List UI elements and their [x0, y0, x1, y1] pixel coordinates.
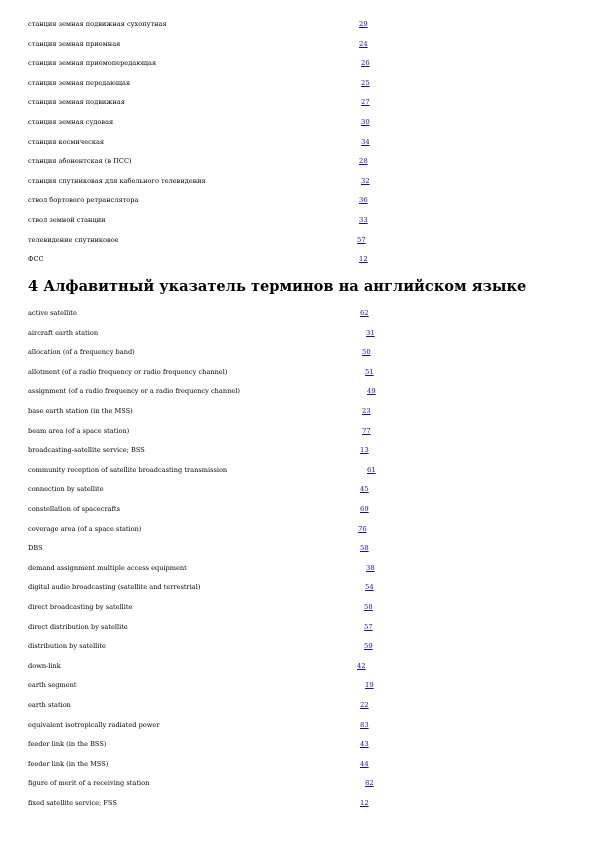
- index-term: allocation (of a frequency band): [28, 348, 135, 357]
- index-term: equivalent isotropically radiated power: [28, 720, 160, 729]
- index-term: coverage area (of a space station): [28, 524, 142, 533]
- page-number-link[interactable]: 59: [364, 642, 373, 651]
- page-number-link[interactable]: 23: [362, 407, 371, 415]
- page-number-link[interactable]: 62: [360, 309, 369, 317]
- index-term: connection by satellite: [28, 485, 104, 494]
- index-term: constellation of spacecrafts: [28, 505, 120, 513]
- page-number-link[interactable]: 43: [360, 740, 369, 749]
- index-entry: [28, 720, 428, 730]
- page-number-link[interactable]: 42: [357, 661, 366, 670]
- index-term: down-link: [28, 661, 61, 670]
- page-number-link[interactable]: 57: [364, 622, 373, 631]
- index-term: assignment (of a radio frequency or a radio frequency channel): [28, 387, 240, 396]
- index-entry: [28, 759, 428, 769]
- page-number-link[interactable]: 82: [365, 779, 374, 788]
- index-entry: [28, 661, 428, 671]
- index-term: active satellite: [28, 309, 77, 317]
- page-number-link[interactable]: 26: [361, 59, 370, 68]
- index-entry: [28, 328, 428, 338]
- index-entry: [28, 445, 428, 455]
- page-number-link[interactable]: 76: [358, 524, 367, 533]
- index-entry: [28, 465, 428, 475]
- index-term: fixed satellite service; FSS: [28, 799, 117, 807]
- index-entry: [28, 524, 428, 534]
- page-number-link[interactable]: 27: [361, 98, 370, 107]
- page-number-link[interactable]: 77: [362, 426, 371, 435]
- index-entry: [28, 58, 428, 68]
- index-entry: [28, 97, 428, 107]
- page-number-link[interactable]: 33: [359, 216, 368, 224]
- page-number-link[interactable]: 83: [360, 720, 369, 729]
- page-number-link[interactable]: 54: [365, 583, 374, 592]
- index-term: demand assignment multiple access equipment: [28, 563, 187, 572]
- page-number-link[interactable]: 61: [367, 465, 376, 474]
- page-number-link[interactable]: 24: [359, 39, 368, 48]
- index-entry: [28, 739, 428, 749]
- index-term: direct broadcasting by satellite: [28, 603, 133, 611]
- index-entry: [28, 235, 428, 245]
- page-number-link[interactable]: 51: [365, 367, 374, 376]
- index-term: base earth station (in the MSS): [28, 407, 133, 415]
- index-term: станция космическая: [28, 137, 105, 146]
- index-term: direct distribution by satellite: [28, 622, 128, 631]
- index-entry: [28, 484, 428, 494]
- index-term: community reception of satellite broadcasting transmission: [28, 465, 228, 474]
- page-number-link[interactable]: 45: [360, 485, 369, 494]
- page-number-link[interactable]: 30: [361, 118, 370, 126]
- index-entry: [28, 680, 428, 690]
- index-term: станция земная подвижная сухопутная: [28, 20, 167, 28]
- index-term: broadcasting-satellite service; BSS: [28, 446, 145, 455]
- index-term: ствол земной станции: [28, 216, 106, 224]
- index-entry: [28, 19, 428, 29]
- page-number-link[interactable]: 25: [361, 78, 370, 87]
- page-number-link[interactable]: 29: [359, 20, 368, 28]
- page-number-link[interactable]: 19: [365, 681, 374, 690]
- index-term: digital audio broadcasting (satellite and terrestrial): [28, 583, 201, 592]
- index-entry: [28, 778, 428, 788]
- page-number-link[interactable]: 12: [360, 799, 369, 807]
- section-heading: 4 Алфавитный указатель терминов на английском языке: [28, 278, 527, 295]
- index-term: станция земная приемопередающая: [28, 59, 157, 68]
- index-entry: [28, 347, 428, 357]
- page-number-link[interactable]: 50: [362, 348, 371, 357]
- page-number-link[interactable]: 13: [360, 446, 369, 455]
- index-entry: [28, 137, 428, 147]
- index-term: ствол бортового ретранслятора: [28, 196, 139, 205]
- page-number-link[interactable]: 22: [360, 701, 369, 709]
- index-term: allotment (of a radio frequency or radio frequency channel): [28, 367, 228, 376]
- page-number-link[interactable]: 57: [357, 235, 366, 244]
- page-number-link[interactable]: 28: [359, 157, 368, 166]
- index-entry: [28, 700, 428, 710]
- index-entry: [28, 117, 428, 127]
- index-entry: [28, 156, 428, 166]
- index-term: телевидение спутниковое: [28, 235, 119, 244]
- page-number-link[interactable]: 49: [367, 387, 376, 396]
- index-term: станция абонентская (в ПСС): [28, 157, 132, 166]
- index-term: earth segment: [28, 681, 77, 690]
- page-number-link[interactable]: 44: [360, 759, 369, 768]
- index-term: станция земная подвижная: [28, 98, 125, 107]
- index-term: beam area (of a space station): [28, 426, 130, 435]
- index-term: станция спутниковая для кабельного телевидения: [28, 176, 206, 185]
- index-entry: [28, 582, 428, 592]
- page-number-link[interactable]: 36: [359, 196, 368, 205]
- index-term: ФСС: [28, 255, 44, 264]
- index-entry: [28, 426, 428, 436]
- page-number-link[interactable]: 31: [366, 328, 375, 337]
- index-entry: [28, 176, 428, 186]
- page-number-link[interactable]: 58: [360, 544, 369, 553]
- index-term: distribution by satellite: [28, 642, 106, 651]
- index-entry: [28, 386, 428, 396]
- index-entry: [28, 254, 428, 264]
- index-entry: [28, 602, 428, 612]
- page-number-link[interactable]: 12: [359, 255, 368, 264]
- index-term: станция земная судовая: [28, 118, 114, 126]
- index-entry: [28, 798, 428, 808]
- index-entry: [28, 504, 428, 514]
- index-entry: [28, 215, 428, 225]
- index-entry: [28, 563, 428, 573]
- index-term: станция земная передающая: [28, 78, 131, 87]
- index-entry: [28, 367, 428, 377]
- index-entry: [28, 78, 428, 88]
- index-entry: [28, 622, 428, 632]
- index-entry: [28, 195, 428, 205]
- page-number-link[interactable]: 38: [366, 563, 375, 572]
- index-entry: [28, 39, 428, 49]
- index-term: feeder link (in the MSS): [28, 759, 109, 768]
- index-entry: [28, 543, 428, 553]
- page-number-link[interactable]: 69: [360, 505, 369, 513]
- index-term: станция земная приемная: [28, 39, 121, 48]
- index-entry: [28, 406, 428, 416]
- index-term: earth station: [28, 701, 71, 709]
- index-term: DBS: [28, 544, 43, 553]
- index-term: feeder link (in the BSS): [28, 740, 107, 749]
- index-entry: [28, 308, 428, 318]
- page-number-link[interactable]: 34: [361, 137, 370, 146]
- page-number-link[interactable]: 32: [361, 176, 370, 185]
- index-term: aircraft earth station: [28, 328, 99, 337]
- index-term: figure of merit of a receiving station: [28, 779, 150, 788]
- page-number-link[interactable]: 58: [364, 603, 373, 611]
- index-entry: [28, 641, 428, 651]
